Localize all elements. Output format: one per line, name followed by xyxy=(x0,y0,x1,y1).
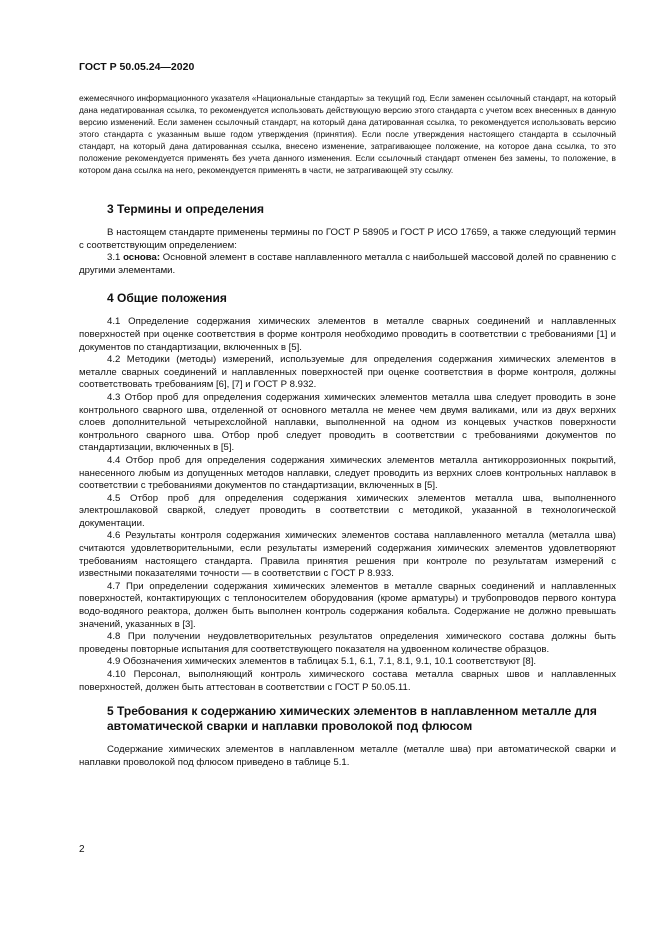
term-word: основа: xyxy=(123,252,161,264)
paragraph-4-1: 4.1 Определение содержания химических элементов в металле сварных соединений и наплавленных поверхностей при оценке соответствия в форме контроля необходимо проводить в соответствии с требованиями [1] и документов по стандартизации, включенных в [5]. xyxy=(79,316,616,353)
page-content xyxy=(79,92,616,769)
paragraph-4-5: 4.5 Отбор проб для определения содержания химических элементов металла шва, выполненного электрошлаковой сваркой, следует проводить в соответствии с методикой, указанной в технологической документации. xyxy=(79,492,616,529)
paragraph-4-10: 4.10 Персонал, выполняющий контроль химического состава металла сварных швов и наплавленных поверхностей, должен быть аттестован в соответствии с ГОСТ Р 50.05.11. xyxy=(79,669,616,693)
references-note: ежемесячного информационного указателя «Национальные стандарты» за текущий год. Если заменен ссылочный стандарт, на который дана недатированная ссылка, то рекомендуется использовать действующую версию этого стандарта с учетом всех внесенных в данную версию изменений. Если заменен ссылочный стандарт, на который дана датированная ссылка, то рекомендуется использовать версию этого стандарта с указанным выше годом утверждения (принятия). Если после утверждения настоящего стандарта в ссылочный стандарт, на который дана датированная ссылка, внесено изменение, затрагивающее положение, на которое дана ссылка, то это положение рекомендуется применять без учета данного изменения. Если ссылочный стандарт отменен без замены, то положение, в котором дана ссылка на него, рекомендуется применять в части, не затрагивающей эту ссылку. xyxy=(79,93,616,175)
term-text: Основной элемент в составе наплавленного металла с наибольшей массовой долей по сравнению с другими элементами. xyxy=(79,252,616,276)
paragraph-4-8: 4.8 При получении неудовлетворительных результатов определения химического состава должны быть проведены повторные испытания для соответствующего показателя на удвоенном количестве образцов. xyxy=(79,631,616,655)
term-number: 3.1 xyxy=(107,252,124,264)
section-4-heading: 4 Общие положения xyxy=(107,291,227,306)
paragraph-4-2: 4.2 Методики (методы) измерений, используемые для определения содержания химических элементов в металле сварных соединений и наплавленных поверхностей при оценке соответствия в форме контроля, должны соответствовать требованиям [6], [7] и ГОСТ Р 8.932. xyxy=(79,354,616,391)
section-3-heading: 3 Термины и определения xyxy=(107,202,265,216)
section-5-heading: 5 Требования к содержанию химических элементов в наплавленном металле для автоматической сварки и наплавки проволокой под флюсом xyxy=(107,704,597,734)
document-code: ГОСТ Р 50.05.24—2020 xyxy=(79,61,195,73)
section-3-intro: В настоящем стандарте применены термины по ГОСТ Р 58905 и ГОСТ Р ИСО 17659, а также следующий термин с соответствующим определением: xyxy=(79,227,616,251)
paragraph-4-7: 4.7 При определении содержания химических элементов в металле сварных соединений и наплавленных поверхностей, контактирующих с теплоносителем оборудования (кроме арматуры) и трубопроводов первого контура водо-водяного реактора, должен быть выполнен контроль содержания кобальта. Содержание не должно превышать значений, указанных в [3]. xyxy=(79,580,616,630)
paragraph-4-3: 4.3 Отбор проб для определения содержания химических элементов металла шва следует проводить в зоне контрольного сварного шва, отделенной от основного металла не менее чем двумя валиками, или из двух верхних слоев дополнительной четырехслойной наплавки, выполненной на одном из концевых участков поверхности контрольного сварного шва. Отбор проб следует проводить в соответствии с требованиями документов по стандартизации, включенных в [5]. xyxy=(79,391,616,454)
paragraph-4-4: 4.4 Отбор проб для определения содержания химических элементов металла антикоррозионных покрытий, нанесенного любым из допущенных методов наплавки, следует проводить из верхних слоев контрольных наплавок в соответствии с требованиями документов по стандартизации, включенных в [5]. xyxy=(79,454,616,492)
paragraph-4-6: 4.6 Результаты контроля содержания химических элементов состава наплавленного металла (металла шва) считаются удовлетворительными, если результаты измерений содержания химических элементов удовлетворяют требованиям настоящего стандарта. Правила принятия решения при контроле по результатам измерений с известными показателями точности — в соответствии с ГОСТ Р 8.933. xyxy=(79,530,616,580)
section-5-paragraph: Содержание химических элементов в наплавленном металле (металле шва) при автоматической сварки и наплавки проволокой под флюсом приведено в таблице 5.1. xyxy=(79,744,616,768)
paragraph-4-9: 4.9 Обозначения химических элементов в таблицах 5.1, 6.1, 7.1, 8.1, 9.1, 10.1 соответствуют [8]. xyxy=(107,656,537,668)
page-number: 2 xyxy=(79,844,85,855)
term-definition xyxy=(79,252,616,277)
